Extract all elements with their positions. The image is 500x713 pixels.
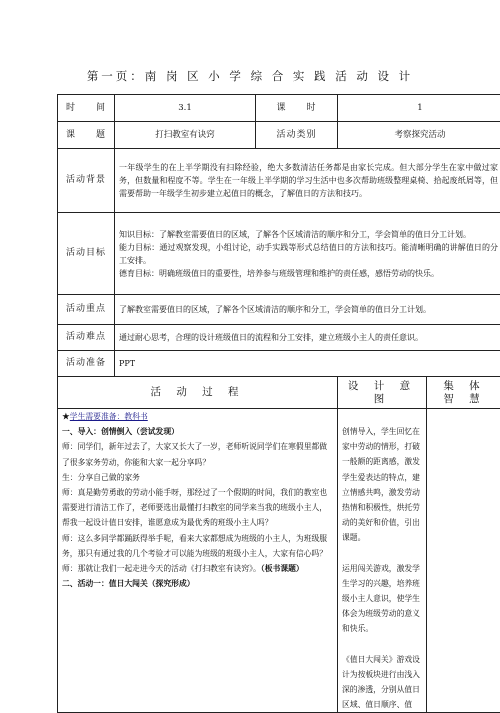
type-value: 考察探究活动 xyxy=(338,122,500,149)
preparation-row xyxy=(58,351,500,377)
collective-header: 集 体 智 慧 xyxy=(427,377,500,409)
time-row xyxy=(58,95,500,122)
goals-cell xyxy=(115,213,500,295)
difficulties-text: 通过耐心思考，合理的设计班级值日的流程和分工安排，建立班级小主人的责任意识。 xyxy=(115,325,500,351)
hours-label: 课 时 xyxy=(256,95,338,122)
goals-label: 活动目标 xyxy=(58,213,115,295)
topic-label: 课 题 xyxy=(58,122,115,149)
teacher-line-4 xyxy=(62,561,333,576)
teacher-line-3: 师：这么多同学都踊跃得举手呢，看来大家都想成为班级的小主人，为班级服务，那只有通过我的几个考验才可以能为班级的班级小主人，大家有信心吗？ xyxy=(62,531,333,561)
preparation-label: 活动准备 xyxy=(58,351,115,377)
process-row xyxy=(58,409,500,713)
goal-moral: 德育目标：明确班级值日的重要性，培养参与班级管理和维护的责任感，感悟劳动的快乐。 xyxy=(119,267,498,280)
background-text: 一年级学生的在上半学期没有扫除经验，绝大多数清洁任务都是由家长完成。但大部分学生在家中做过家务，但数量和程度不等。学生在一年级上半学期的学习生活中也多次帮助班级整理桌椅、拾起废纸屑等，但需要帮助一年级学生初步建立起值日的概念，了解值日的方法和技巧。 xyxy=(115,149,500,213)
difficulties-label: 活动难点 xyxy=(58,325,115,351)
lesson-plan-table xyxy=(57,94,500,713)
hours-value: 1 xyxy=(338,95,500,122)
teacher-line-4-text: 师：那就让我们一起走进今天的活动《打扫教室有诀窍》。 xyxy=(62,564,261,573)
intent-3: 《值日大闯关》游戏设计为按板块进行由浅入深的渗透，分别从值日区域、值日顺序、值 xyxy=(342,652,422,713)
process-header: 活 动 过 程 xyxy=(58,377,338,409)
process-cell xyxy=(58,409,338,713)
topic-value: 打扫教室有诀窍 xyxy=(115,122,256,149)
section-2-title: 二、活动一：值日大闯关（探究形成） xyxy=(62,576,333,591)
star-icon: ★ xyxy=(62,412,70,421)
student-line-1: 生：分享自己做的家务 xyxy=(62,470,333,485)
goals-row xyxy=(58,213,500,295)
collective-cell xyxy=(427,409,500,713)
process-header-row xyxy=(58,377,500,409)
keypoints-label: 活动重点 xyxy=(58,295,115,325)
goal-ability: 能力目标：通过观察发现，小组讨论，动手实践等形式总结值日的方法和技巧。能清晰明确的讲解值日的分工安排。 xyxy=(119,241,498,267)
intent-1: 创情导入，学生回忆在家中劳动的情形，打破一般额的距离感，激发学生爱表达的特点，建立情感共鸣，激发劳动热情和积极性，烘托劳动的美好和价值，引出课题。 xyxy=(342,424,422,546)
goal-knowledge: 知识目标：了解教室需要值日的区域，了解各个区域清洁的顺序和分工，学会简单的值日分工计划。 xyxy=(119,228,498,241)
intent-header: 设 计 意 图 xyxy=(338,377,427,409)
page-title: 第一页：南 岗 区 小 学 综 合 实 践 活 动 设 计 xyxy=(0,68,500,84)
topic-row xyxy=(58,122,500,149)
intent-cell xyxy=(338,409,427,713)
background-row xyxy=(58,149,500,213)
teacher-line-2: 师：真是勤劳勇敢的劳动小能手呀，那经过了一个假期的时间，我们的教室也需要进行清洁工作了，老师要选出最懂打扫教室的同学来当我的班级小主人，帮我一起设计值日安排，谁愿意成为最优秀的班级小主人吗？ xyxy=(62,485,333,531)
section-1-title: 一、导入：创情倒入（尝试发现） xyxy=(62,424,333,439)
board-note: （板书课题） xyxy=(261,564,304,573)
time-label: 时 间 xyxy=(58,95,115,122)
teacher-line-1: 师：同学们，新年过去了，大家又长大了一岁，老师听说同学们在寒假里都做了很多家务劳动，你能和大家一起分享吗？ xyxy=(62,439,333,469)
difficulties-row xyxy=(58,325,500,351)
intent-2: 运用闯关游戏，激发学生学习的兴趣，培养班级小主人意识，使学生体会为班级劳动的意义和快乐。 xyxy=(342,561,422,637)
keypoints-text: 了解教室需要值日的区域，了解各个区域清洁的顺序和分工，学会简单的值日分工计划。 xyxy=(115,295,500,325)
background-label: 活动背景 xyxy=(58,149,115,213)
keypoints-row xyxy=(58,295,500,325)
time-value: 3.1 xyxy=(115,95,256,122)
type-label: 活动类别 xyxy=(256,122,338,149)
prep-line xyxy=(62,409,333,424)
preparation-text: PPT xyxy=(115,351,500,377)
prep-text: 学生需要准备：教科书 xyxy=(70,412,148,421)
